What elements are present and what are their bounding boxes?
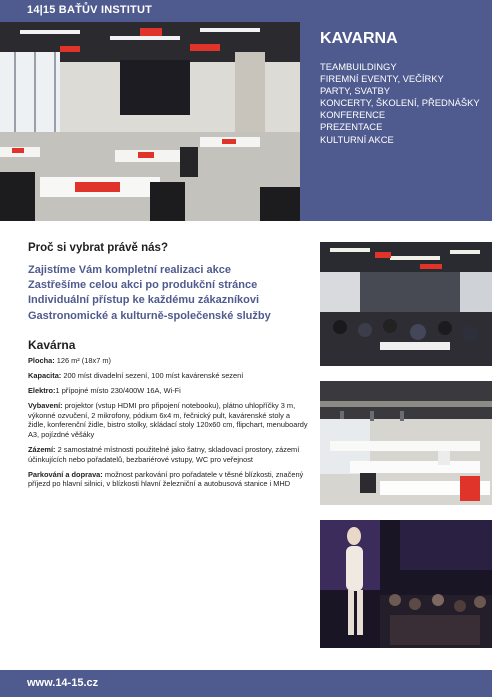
cafe-tables-photo (320, 381, 492, 505)
service-item: KONFERENCE (320, 109, 386, 121)
venue-title: Kavárna (28, 337, 76, 352)
services-list (320, 61, 480, 146)
runway-model-image (320, 520, 492, 648)
brand-title: 14|15 BAŤŮV INSTITUT (27, 4, 153, 16)
spec-label: Plocha: (28, 355, 55, 365)
service-item: FIREMNÍ EVENTY, VEČÍRKY (320, 73, 444, 85)
benefit-item: Zajistíme Vám kompletní realizaci akce (28, 264, 231, 276)
cafe-interior-image (0, 22, 300, 221)
spec-area (28, 356, 308, 366)
benefit-item: Individuální přístup ke každému zákazníkovi (28, 294, 260, 307)
hero-panel (300, 22, 492, 221)
spec-electro (28, 386, 308, 396)
hero-title: KAVARNA (320, 30, 398, 47)
service-item: PARTY, SVATBY (320, 85, 390, 97)
spec-capacity (28, 371, 308, 381)
spec-value: 1 přípojné místo 230/400W 16A, Wi-Fi (55, 386, 181, 395)
service-item: TEAMBUILDINGY (320, 61, 397, 72)
spec-value: 126 m² (18x7 m) (54, 355, 111, 365)
spec-equipment (28, 401, 308, 439)
set-tables-image (320, 381, 492, 505)
spec-value: 2 samostatné místnosti použitelné jako šatny, skladovací prostory, zázemí účinkujících nebo pořadatelů, bezbariérové vstupy, WC pro veřejnost (28, 444, 300, 464)
spec-value: možnost parkování pro pořadatele v těsné blízkosti, značený příjezd po hlavní silnici, v blízkosti hlavní železniční a autobusová stanice i MHD (28, 469, 304, 489)
benefit-item: Gastronomické a kulturně-společenské služby (28, 309, 271, 322)
fashion-show-photo (320, 520, 492, 648)
service-item: KONCERTY, ŠKOLENÍ, PŘEDNÁŠKY (320, 97, 480, 109)
spec-facilities (28, 445, 308, 464)
spec-parking (28, 470, 308, 489)
conference-crowd-image (320, 242, 492, 366)
spec-label: Zázemí: (28, 444, 56, 454)
footer-bar (0, 670, 492, 697)
spec-label: Vybavení: (28, 401, 63, 411)
benefit-item: Zastřešíme celou akci po produkční stránce (28, 279, 258, 292)
service-item: KULTURNÍ AKCE (320, 133, 394, 145)
top-bar (0, 0, 492, 22)
spec-value: projektor (vstup HDMI pro připojení notebooku), plátno uhlopříčky 3 m, výkonné ozvučení, 2 mikrofony, pódium 6x4 m, řečnický pult, kavárenské stoly a židle, konferenční židle, bistro stolky, skládací stoly 120x60 cm, flipchart, menuboardy A3, pojízdné věšáky (28, 401, 308, 439)
service-item: PREZENTACE (320, 121, 383, 133)
benefits-list (28, 263, 308, 324)
why-heading: Proč si vybrat právě nás? (28, 242, 168, 254)
spec-value: 200 míst divadelní sezení, 100 míst kavárenské sezení (61, 370, 244, 380)
spec-label: Elektro: (28, 386, 56, 395)
spec-label: Parkování a doprava: (28, 469, 103, 479)
website-link[interactable]: www.14-15.cz (27, 677, 99, 689)
hero-photo (0, 22, 300, 221)
main-content (28, 242, 308, 494)
event-audience-photo (320, 242, 492, 366)
spec-label: Kapacita: (28, 370, 62, 380)
